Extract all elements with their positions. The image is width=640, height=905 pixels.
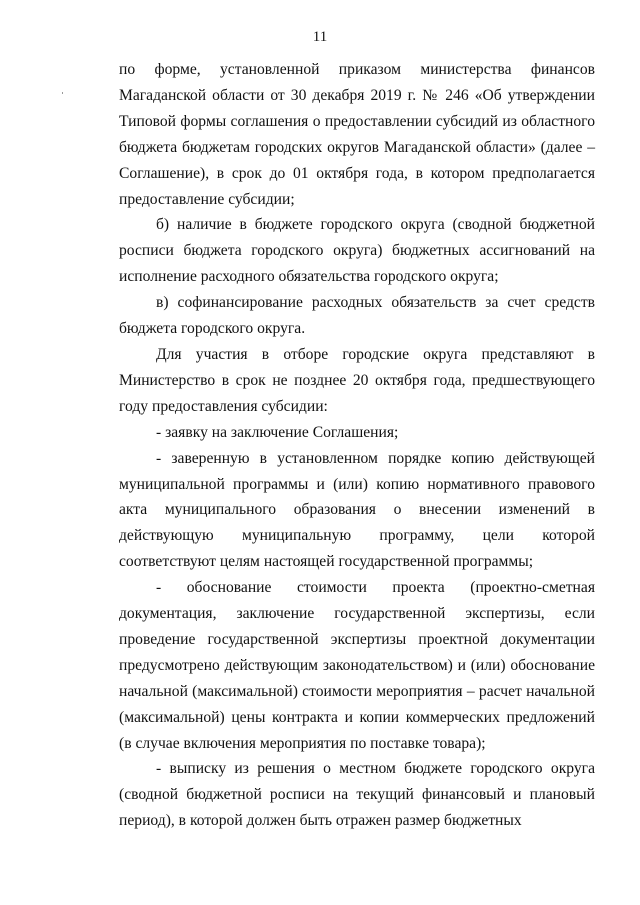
- page-number: 11: [312, 29, 328, 45]
- list-item-budget-extract: - выписку из решения о местном бюджете городского округа (сводной бюджетной росписи на текущий финансовый и плановый период), в которой должен быть отражен размер бюджетных: [119, 760, 595, 830]
- paragraph-continuation: по форме, установленной приказом министерства финансов Магаданской области от 30 декабря 2019 г. № 246 «Об утверждении Типовой формы соглашения о предоставлении субсидий из областного бюджета бюджетам городских округов Магаданской области» (далее – Соглашение), в срок до 01 октября года, в котором предполагается предоставление субсидии;: [119, 61, 595, 208]
- list-item-application: - заявку на заключение Соглашения;: [156, 423, 399, 441]
- paragraph-selection-intro: Для участия в отборе городские округа представляют в Министерство в срок не позднее 20 октября года, предшествующего году предоставления субсидии:: [119, 345, 595, 415]
- scan-speck: [62, 92, 63, 94]
- body-text: [119, 57, 595, 834]
- list-item-cost-justification: - обоснование стоимости проекта (проектно-сметная документация, заключение государственной экспертизы, если проведение государственной экспертизы проектной документации предусмотрено действующим законодательством) и (или) обоснование начальной (максимальной) стоимости мероприятия – расчет начальной (максимальной) цены контракта и копии коммерческих предложений (в случае включения мероприятия по поставке товара);: [119, 579, 595, 752]
- paragraph-item-b: б) наличие в бюджете городского округа (сводной бюджетной росписи бюджета городского округа) бюджетных ассигнований на исполнение расходного обязательства городского округа;: [119, 216, 595, 286]
- list-item-program-copy: - заверенную в установленном порядке копию действующей муниципальной программы и (или) копию нормативного правового акта муниципального образования о внесении изменений в действующую муниципальную программу, цели которой соответствуют целям настоящей государственной программы;: [119, 449, 595, 571]
- paragraph-item-v: в) софинансирование расходных обязательств за счет средств бюджета городского округа.: [119, 294, 595, 338]
